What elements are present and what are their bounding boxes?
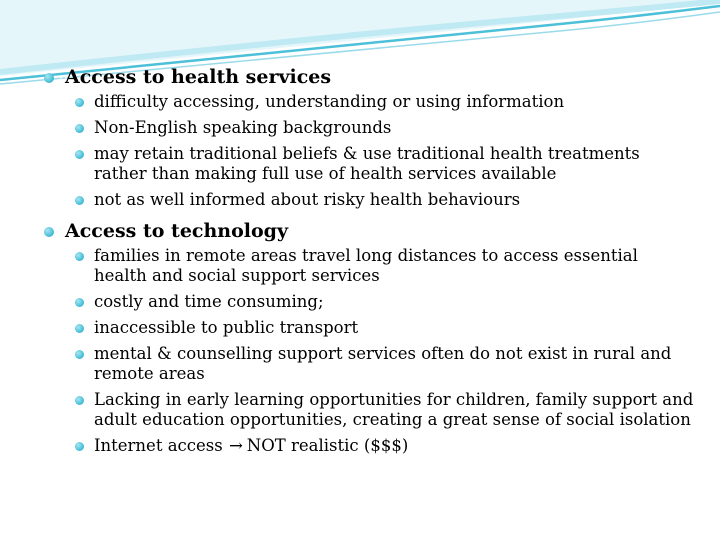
section-health-services [44, 66, 694, 210]
list-item: inaccessible to public transport [65, 318, 694, 338]
bullet-icon [75, 396, 84, 405]
right-arrow-icon: → [228, 436, 243, 455]
bullet-icon [75, 150, 84, 159]
list-item: Non-English speaking backgrounds [65, 118, 694, 138]
bullet-icon [44, 73, 54, 83]
sub-bullet-list [65, 246, 694, 456]
bullet-icon [75, 252, 84, 261]
bullet-icon [75, 324, 84, 333]
section-technology [44, 220, 694, 456]
list-item: mental & counselling support services often do not exist in rural and remote areas [65, 344, 694, 384]
bullet-icon [75, 350, 84, 359]
list-item: may retain traditional beliefs & use traditional health treatments rather than making full use of health services available [65, 144, 694, 184]
bullet-icon [44, 227, 54, 237]
list-item: families in remote areas travel long distances to access essential health and social support services [65, 246, 694, 286]
section-heading: Access to health services [65, 66, 332, 88]
section-heading: Access to technology [65, 220, 288, 242]
slide-body [44, 66, 694, 462]
bullet-icon [75, 298, 84, 307]
list-item: not as well informed about risky health behaviours [65, 190, 694, 210]
sub-bullet-list [65, 92, 694, 210]
bullet-icon [75, 196, 84, 205]
list-item: difficulty accessing, understanding or using information [65, 92, 694, 112]
bullet-icon [75, 98, 84, 107]
list-item: Lacking in early learning opportunities for children, family support and adult education opportunities, creating a great sense of social isolation [65, 390, 694, 430]
bullet-icon [75, 124, 84, 133]
list-item-internet-access: Internet access → NOT realistic ($$$) [65, 436, 694, 456]
list-item: costly and time consuming; [65, 292, 694, 312]
bullet-icon [75, 442, 84, 451]
